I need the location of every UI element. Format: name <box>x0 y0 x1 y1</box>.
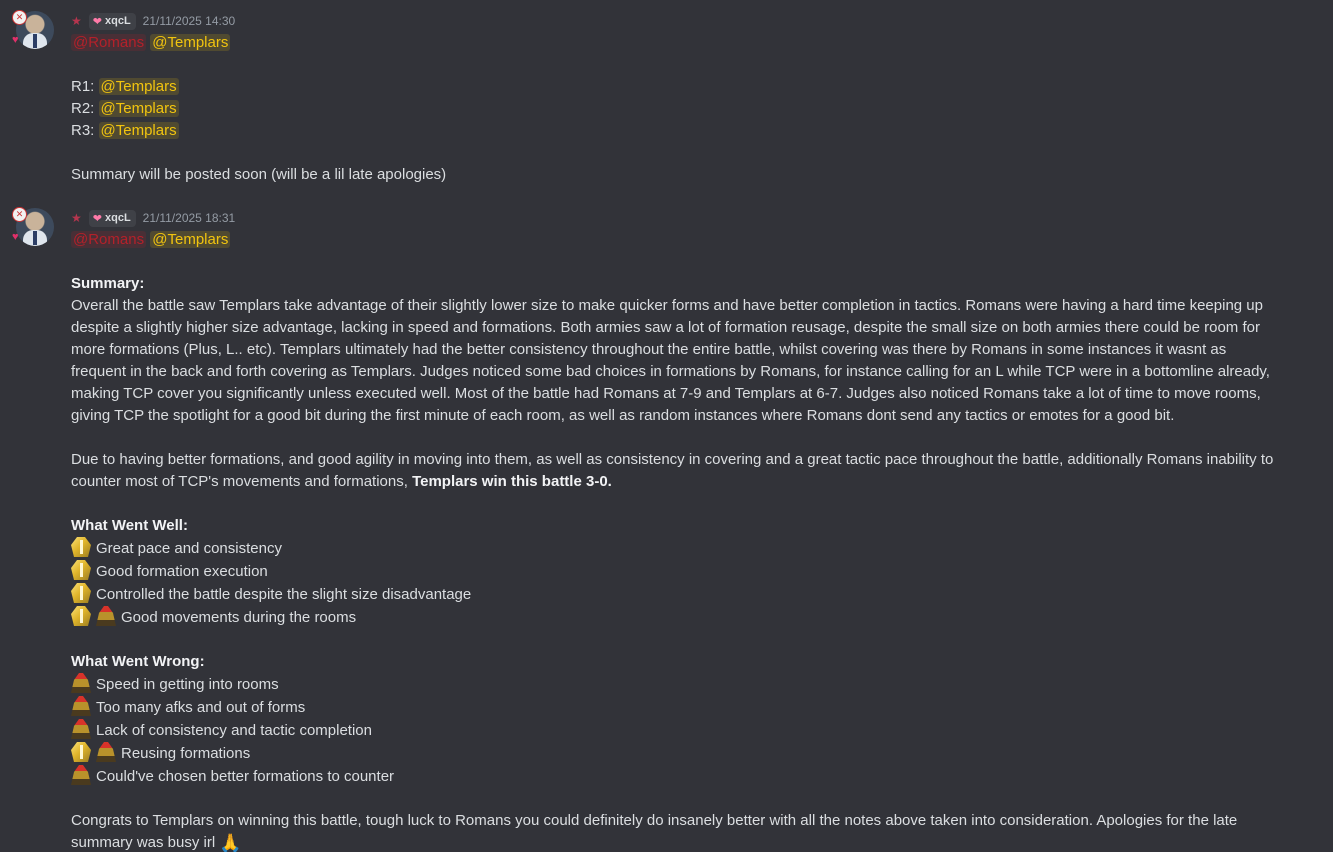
summary-line: Overall the battle saw Templars take advantage of their slightly lower size to make quicker forms and have better completion in tactics. Romans were having a hard time keeping up <box>71 297 1263 314</box>
user-tag[interactable] <box>89 13 136 30</box>
message-2 <box>0 207 1333 852</box>
mention-romans[interactable]: @Romans <box>73 34 145 51</box>
user-tag-label: xqcL <box>104 212 131 224</box>
star-icon: ★ <box>71 211 82 225</box>
user-avatar[interactable] <box>12 10 58 52</box>
list-item: Controlled the battle despite the slight size disadvantage <box>71 583 1309 606</box>
verdict-line: Due to having better formations, and good agility in moving into them, as well as consistency in covering and a great tactic pace throughout the battle, additionally Romans inability to <box>71 451 1274 468</box>
round-result <box>71 120 1309 142</box>
heart-badge-icon: ❤ <box>92 15 102 28</box>
list-item: Too many afks and out of forms <box>71 696 1309 719</box>
roman-emoji-icon[interactable] <box>71 765 91 785</box>
round-winner-mention[interactable]: @Templars <box>100 78 177 95</box>
timestamp[interactable]: 21/11/2025 18:31 <box>142 211 236 225</box>
round-label: R1: <box>71 78 95 95</box>
roman-emoji-icon[interactable] <box>71 673 91 693</box>
went-wrong-heading: What Went Wrong: <box>71 653 205 670</box>
user-tag[interactable] <box>89 210 136 227</box>
star-icon: ★ <box>71 14 82 28</box>
round-winner-mention[interactable]: @Templars <box>100 100 177 117</box>
list-item: Lack of consistency and tactic completion <box>71 719 1309 742</box>
round-result <box>71 76 1309 98</box>
round-label: R3: <box>71 122 95 139</box>
summary-line: despite a slightly higher size advantage, lacking in speed and formations. Both armies saw a lot of formation reusage, despite the small size on both armies there could be room for <box>71 319 1260 336</box>
congrats-line: summary was busy irl 🙏 <box>71 833 242 852</box>
user-tag-label: xqcL <box>104 15 131 27</box>
verdict-result: Templars win this battle 3-0. <box>412 473 612 490</box>
roman-emoji-icon[interactable] <box>71 719 91 739</box>
list-item: Great pace and consistency <box>71 537 1309 560</box>
skull-icon: ✕ <box>12 207 27 222</box>
went-well-heading: What Went Well: <box>71 517 188 534</box>
mention-templars[interactable]: @Templars <box>152 231 229 248</box>
templar-emoji-icon[interactable] <box>71 606 91 626</box>
roman-emoji-icon[interactable] <box>71 696 91 716</box>
round-result <box>71 98 1309 120</box>
list-item: Speed in getting into rooms <box>71 673 1309 696</box>
list-item: Reusing formations <box>71 742 1309 765</box>
templar-emoji-icon[interactable] <box>71 583 91 603</box>
list-item: Could've chosen better formations to counter <box>71 765 1309 788</box>
message-1 <box>0 10 1333 186</box>
message-header <box>71 10 1309 32</box>
mention-line <box>71 229 1309 251</box>
user-avatar[interactable] <box>12 207 58 249</box>
mention-line <box>71 32 1309 54</box>
roman-emoji-icon[interactable] <box>96 606 116 626</box>
list-item: Good movements during the rooms <box>71 606 1309 629</box>
heart-icon: ♥ <box>12 34 19 46</box>
summary-line: making TCP cover you significantly unless executed well. Most of the battle had Romans at 7-9 and Templars at 6-7. Judges also noticed Romans take a lot of time to move rooms, <box>71 385 1261 402</box>
skull-icon: ✕ <box>12 10 27 25</box>
timestamp[interactable]: 21/11/2025 14:30 <box>142 14 236 28</box>
praying-hands-icon[interactable]: 🙏 <box>219 833 242 852</box>
templar-emoji-icon[interactable] <box>71 560 91 580</box>
summary-line: more formations (Plus, L.. etc). Templars ultimately had the better consistency throughout the entire battle, whilst covering was there by Romans in some instances it wasnt as <box>71 341 1227 358</box>
summary-line: frequent in the back and forth covering as Templars. Judges noticed some bad choices in formations by Romans, for instance calling for an L while TCP were in a bottomline already, <box>71 363 1270 380</box>
closing-text: Summary will be posted soon (will be a lil late apologies) <box>71 166 447 183</box>
congrats-line: Congrats to Templars on winning this battle, tough luck to Romans you could definitely do insanely better with all the notes above taken into consideration. Apologies for the late <box>71 812 1238 829</box>
roman-emoji-icon[interactable] <box>96 742 116 762</box>
summary-heading: Summary: <box>71 275 145 292</box>
verdict-line: counter most of TCP's movements and formations, Templars win this battle 3-0. <box>71 473 612 490</box>
heart-icon: ♥ <box>12 231 19 243</box>
round-label: R2: <box>71 100 95 117</box>
templar-emoji-icon[interactable] <box>71 537 91 557</box>
templar-emoji-icon[interactable] <box>71 742 91 762</box>
round-winner-mention[interactable]: @Templars <box>100 122 177 139</box>
heart-badge-icon: ❤ <box>92 212 102 225</box>
summary-line: giving TCP the spotlight for a good bit during the first minute of each room, as well as random instances where Romans dont send any tactics or emotes for a good bit. <box>71 407 1175 424</box>
mention-romans[interactable]: @Romans <box>73 231 145 248</box>
mention-templars[interactable]: @Templars <box>152 34 229 51</box>
message-header <box>71 207 1309 229</box>
list-item: Good formation execution <box>71 560 1309 583</box>
